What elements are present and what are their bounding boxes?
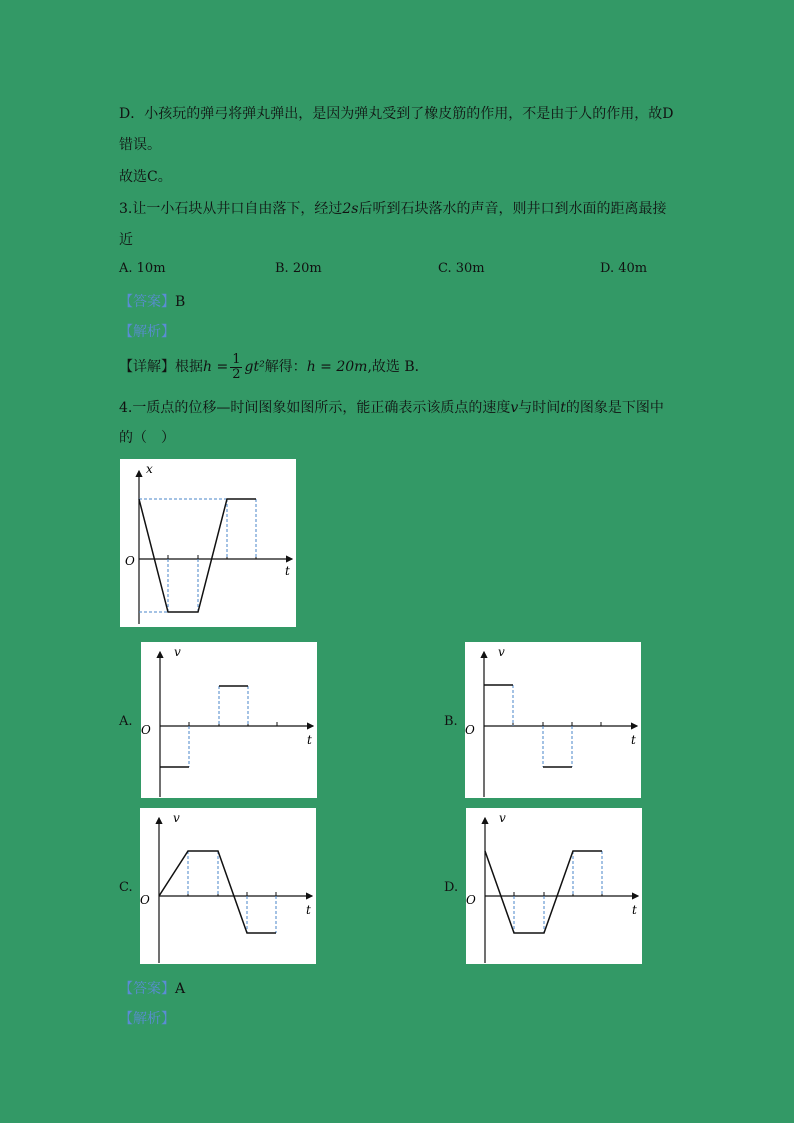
q3-stem-a: 3.让一小石块从井口自由落下，经过 [119,201,343,217]
q4-stem-line-2: 的（ ） [119,430,175,446]
q3-stem-line-2: 近 [119,232,133,248]
q4-main-xt-svg [120,459,296,627]
d-y-label: v [499,811,506,825]
q4-stem-t: t [560,400,566,416]
q4-option-a-label: A. [119,714,133,729]
b-x-label: t [631,733,636,747]
q3-option-b: B. 20m [275,261,322,276]
c-y-label: v [173,811,180,825]
q4-stem-c: 的图象是下图中 [565,400,664,416]
q4-answer: A [175,981,186,997]
q3-stem-time: 2s [342,201,359,217]
c-origin-label: O [140,893,150,907]
b-y-label: v [498,645,505,659]
q3-frac-den: 2 [232,366,241,382]
d-origin-label: O [466,893,476,907]
q4-stem-a: 4.一质点的位移—时间图象如图所示，能正确表示该质点的速度 [119,400,511,416]
q3-fraction [230,353,242,382]
q4-option-d-svg [466,808,642,964]
q3-detail-gt: gt² [244,359,265,375]
q4-stem-b: 与时间 [518,400,561,416]
q4-option-c-svg [140,808,316,964]
d-x-label: t [632,903,637,917]
q4-main-xt-figure [120,459,296,627]
q4-option-b-figure [465,642,641,798]
q3-detail-h: h = [203,359,229,375]
q4-option-a-figure [141,642,317,798]
q4-stem-line-1 [119,397,664,417]
q3-analysis-tag: 【解析】 [119,324,175,340]
a-x-label: t [307,733,312,747]
main-origin-label: O [125,554,135,568]
q3-detail-result: h = 20m [306,359,368,375]
q4-option-b-label: B. [444,714,458,729]
q3-detail-c: ,故选 B． [367,359,429,375]
a-origin-label: O [141,723,151,737]
q4-answer-line [119,978,185,998]
q4-option-c-label: C. [119,880,133,895]
q3-answer: B [175,294,186,310]
prev-line-3: 故选C。 [119,169,172,185]
q3-detail-b: 解得： [264,359,307,375]
main-x-label: t [285,564,290,578]
q3-detail-line [119,349,429,385]
prev-line-2: 错误。 [119,137,161,153]
q4-analysis-tag: 【解析】 [119,1011,175,1027]
q3-detail-tag: 【详解】 [119,359,175,375]
q4-option-a-svg [141,642,317,798]
a-y-label: v [174,645,181,659]
q3-option-a: A. 10m [119,261,166,276]
q4-answer-tag: 【答案】 [119,981,175,997]
q3-answer-line [119,291,185,311]
q3-option-c: C. 30m [438,261,485,276]
q4-option-c-figure [140,808,316,964]
q3-detail-a: 根据 [175,359,203,375]
q3-stem-line-1 [119,198,666,218]
q3-stem-b: 后听到石块落水的声音，则井口到水面的距离最接 [358,201,667,217]
b-origin-label: O [465,723,475,737]
q4-option-d-figure [466,808,642,964]
q3-option-d: D. 40m [600,261,648,276]
q3-frac-num: 1 [232,351,241,367]
main-y-label: x [146,462,153,476]
q4-stem-v: v [510,400,519,416]
q3-answer-tag: 【答案】 [119,294,175,310]
prev-line-1: D．小孩玩的弹弓将弹丸弹出，是因为弹丸受到了橡皮筋的作用，不是由于人的作用，故D [119,106,674,122]
c-x-label: t [306,903,311,917]
q4-option-d-label: D. [444,880,459,895]
q4-option-b-svg [465,642,641,798]
